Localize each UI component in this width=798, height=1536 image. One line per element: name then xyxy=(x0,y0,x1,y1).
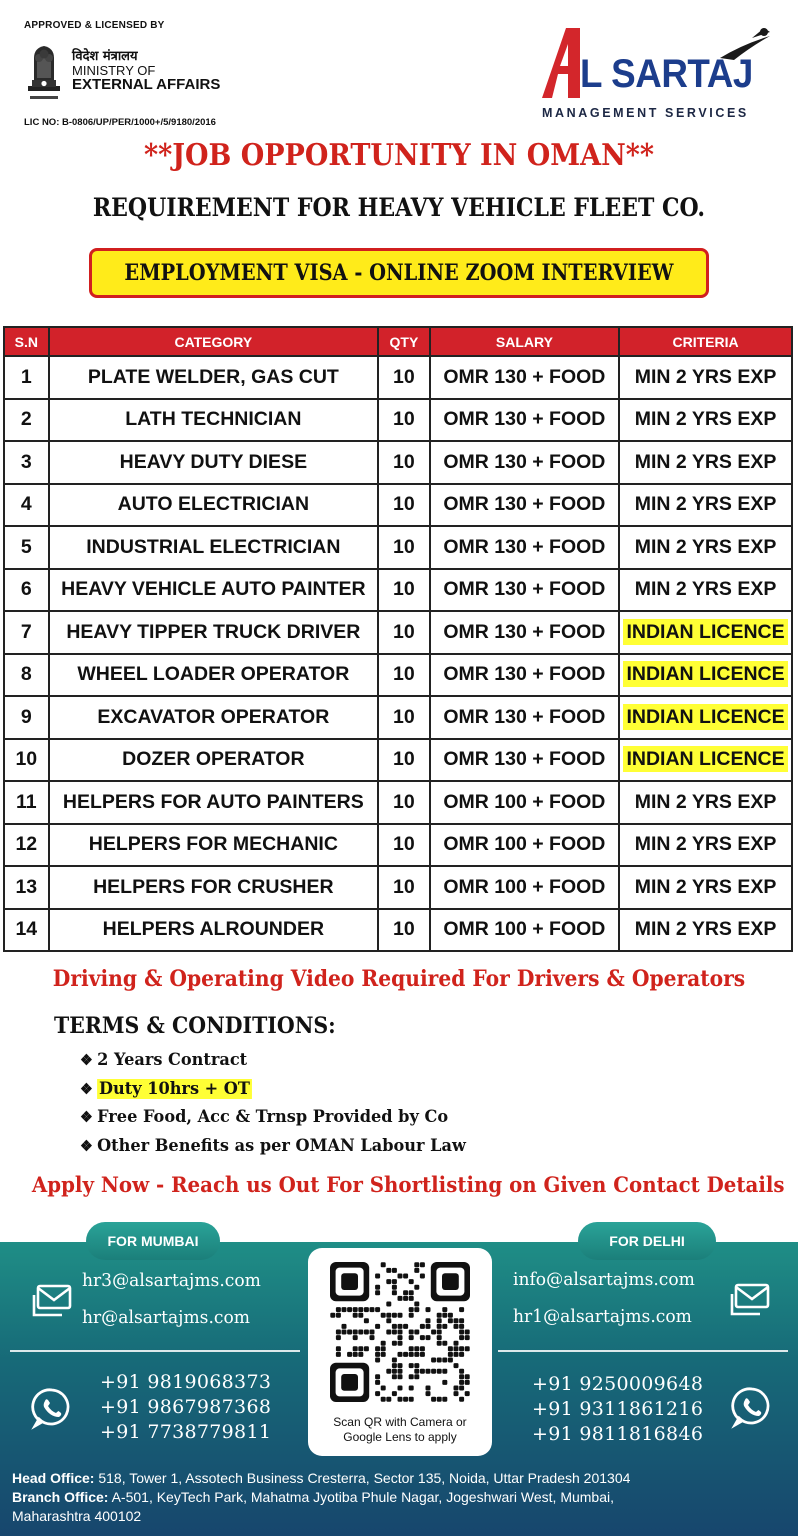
cell-salary: OMR 130 + FOOD xyxy=(430,356,619,399)
cell-sn: 14 xyxy=(4,909,49,952)
delhi-phone-2[interactable]: +91 9311861216 xyxy=(532,1398,704,1420)
terms-item-text: Free Food, Acc & Trnsp Provided by Co xyxy=(97,1107,449,1127)
mumbai-phone-1[interactable]: +91 9819068373 xyxy=(100,1371,272,1393)
qr-code[interactable] xyxy=(330,1262,470,1402)
video-requirement-note: Driving & Operating Video Required For Drivers & Operators xyxy=(52,966,746,992)
cell-criteria: MIN 2 YRS EXP xyxy=(619,399,792,442)
ministry-line2: EXTERNAL AFFAIRS xyxy=(72,76,221,94)
cell-salary: OMR 130 + FOOD xyxy=(430,739,619,782)
cell-qty: 10 xyxy=(378,356,430,399)
bullet-icon: ❖ xyxy=(80,1136,93,1155)
cell-sn: 1 xyxy=(4,356,49,399)
cell-sn: 13 xyxy=(4,866,49,909)
mail-icon xyxy=(32,1283,74,1324)
delhi-email-1[interactable]: info@alsartajms.com xyxy=(513,1269,695,1290)
whatsapp-icon xyxy=(30,1386,74,1435)
cell-category: HELPERS ALROUNDER xyxy=(49,909,379,952)
state-emblem-icon xyxy=(22,40,66,106)
cell-criteria xyxy=(619,611,792,654)
headline: **JOB OPPORTUNITY IN OMAN** xyxy=(143,138,655,173)
cell-sn: 6 xyxy=(4,569,49,612)
requirement-title: REQUIREMENT FOR HEAVY VEHICLE FLEET CO. xyxy=(92,193,706,222)
table-row xyxy=(4,399,792,442)
header-qty: QTY xyxy=(378,327,430,356)
terms-item-text: Duty 10hrs + OT xyxy=(99,1078,250,1099)
approved-by-label: APPROVED & LICENSED BY xyxy=(24,20,165,31)
mumbai-phone-2[interactable]: +91 9867987368 xyxy=(100,1396,272,1418)
cell-sn: 12 xyxy=(4,824,49,867)
mumbai-phone-3[interactable]: +91 7738779811 xyxy=(100,1421,272,1443)
cell-criteria xyxy=(619,696,792,739)
cell-criteria: MIN 2 YRS EXP xyxy=(619,781,792,824)
cell-category: WHEEL LOADER OPERATOR xyxy=(49,654,379,697)
cell-qty: 10 xyxy=(378,696,430,739)
mail-icon xyxy=(730,1282,772,1323)
cell-qty: 10 xyxy=(378,399,430,442)
table-header-row xyxy=(4,327,792,356)
cell-salary: OMR 130 + FOOD xyxy=(430,611,619,654)
qr-caption-line2: Google Lens to apply xyxy=(343,1430,457,1444)
qr-caption xyxy=(308,1415,492,1445)
cell-qty: 10 xyxy=(378,526,430,569)
cell-sn: 11 xyxy=(4,781,49,824)
table-row xyxy=(4,696,792,739)
qr-caption-line1: Scan QR with Camera or xyxy=(333,1415,467,1429)
delhi-email-2[interactable]: hr1@alsartajms.com xyxy=(513,1306,692,1327)
mumbai-label: FOR MUMBAI xyxy=(86,1222,220,1260)
branch-office-address: A-501, KeyTech Park, Mahatma Jyotiba Phule Nagar, Jogeshwari West, Mumbai, xyxy=(108,1489,615,1505)
ministry-block xyxy=(72,50,220,93)
branch-office-label: Branch Office: xyxy=(12,1489,109,1505)
terms-item xyxy=(80,1103,466,1132)
terms-item xyxy=(80,1046,466,1075)
criteria-highlight: INDIAN LICENCE xyxy=(623,746,787,772)
delhi-divider xyxy=(498,1350,788,1352)
cell-salary: OMR 100 + FOOD xyxy=(430,866,619,909)
header-salary: SALARY xyxy=(430,327,619,356)
cell-salary: OMR 130 + FOOD xyxy=(430,696,619,739)
cell-criteria: MIN 2 YRS EXP xyxy=(619,356,792,399)
visa-banner-text: EMPLOYMENT VISA - ONLINE ZOOM INTERVIEW xyxy=(124,260,674,286)
terms-item-text: 2 Years Contract xyxy=(97,1050,248,1070)
cell-qty: 10 xyxy=(378,484,430,527)
al-sartaj-logo xyxy=(538,24,778,126)
mumbai-email-1[interactable]: hr3@alsartajms.com xyxy=(82,1270,261,1291)
cell-qty: 10 xyxy=(378,781,430,824)
delhi-phone-3[interactable]: +91 9811816846 xyxy=(532,1423,704,1445)
cell-qty: 10 xyxy=(378,611,430,654)
cell-category: INDUSTRIAL ELECTRICIAN xyxy=(49,526,379,569)
cell-criteria: MIN 2 YRS EXP xyxy=(619,441,792,484)
cell-sn: 7 xyxy=(4,611,49,654)
mumbai-email-2[interactable]: hr@alsartajms.com xyxy=(82,1307,250,1328)
cell-salary: OMR 130 + FOOD xyxy=(430,654,619,697)
cell-category: HELPERS FOR MECHANIC xyxy=(49,824,379,867)
cell-sn: 3 xyxy=(4,441,49,484)
visa-banner xyxy=(89,248,709,298)
cell-category: HEAVY TIPPER TRUCK DRIVER xyxy=(49,611,379,654)
cell-salary: OMR 100 + FOOD xyxy=(430,781,619,824)
criteria-highlight: INDIAN LICENCE xyxy=(623,661,787,687)
cell-sn: 4 xyxy=(4,484,49,527)
cell-salary: OMR 130 + FOOD xyxy=(430,399,619,442)
mumbai-divider xyxy=(10,1350,300,1352)
cell-salary: OMR 130 + FOOD xyxy=(430,484,619,527)
cell-category: HEAVY DUTY DIESE xyxy=(49,441,379,484)
criteria-highlight: INDIAN LICENCE xyxy=(623,619,787,645)
cell-criteria xyxy=(619,654,792,697)
cell-sn: 2 xyxy=(4,399,49,442)
cell-criteria xyxy=(619,739,792,782)
cell-category: HEAVY VEHICLE AUTO PAINTER xyxy=(49,569,379,612)
cell-qty: 10 xyxy=(378,441,430,484)
branch-office xyxy=(12,1488,614,1507)
cell-qty: 10 xyxy=(378,824,430,867)
cell-criteria: MIN 2 YRS EXP xyxy=(619,866,792,909)
cell-category: AUTO ELECTRICIAN xyxy=(49,484,379,527)
cell-sn: 5 xyxy=(4,526,49,569)
cell-category: EXCAVATOR OPERATOR xyxy=(49,696,379,739)
cell-category: HELPERS FOR CRUSHER xyxy=(49,866,379,909)
head-office xyxy=(12,1469,630,1488)
cell-salary: OMR 130 + FOOD xyxy=(430,569,619,612)
terms-list xyxy=(80,1046,486,1160)
qr-card[interactable] xyxy=(308,1248,492,1456)
table-row xyxy=(4,739,792,782)
cell-category: DOZER OPERATOR xyxy=(49,739,379,782)
cell-criteria: MIN 2 YRS EXP xyxy=(619,526,792,569)
cell-qty: 10 xyxy=(378,866,430,909)
cell-qty: 10 xyxy=(378,909,430,952)
cell-salary: OMR 130 + FOOD xyxy=(430,526,619,569)
table-row xyxy=(4,484,792,527)
table-row xyxy=(4,569,792,612)
header-category: CATEGORY xyxy=(49,327,379,356)
cell-sn: 10 xyxy=(4,739,49,782)
job-table xyxy=(3,326,793,952)
delhi-phone-1[interactable]: +91 9250009648 xyxy=(532,1373,704,1395)
cell-criteria: MIN 2 YRS EXP xyxy=(619,484,792,527)
logo-subtitle: MANAGEMENT SERVICES xyxy=(542,106,749,120)
bullet-icon: ❖ xyxy=(80,1051,93,1069)
header-criteria: CRITERIA xyxy=(619,327,792,356)
cell-criteria: MIN 2 YRS EXP xyxy=(619,909,792,952)
cell-criteria: MIN 2 YRS EXP xyxy=(619,824,792,867)
cell-salary: OMR 100 + FOOD xyxy=(430,909,619,952)
table-row xyxy=(4,781,792,824)
criteria-highlight: INDIAN LICENCE xyxy=(623,704,787,730)
job-table-body xyxy=(4,356,792,951)
terms-item xyxy=(80,1075,466,1104)
logo-brand-text: L SARTAJ xyxy=(580,52,753,96)
cell-qty: 10 xyxy=(378,569,430,612)
cell-sn: 8 xyxy=(4,654,49,697)
cell-sn: 9 xyxy=(4,696,49,739)
delhi-label: FOR DELHI xyxy=(578,1222,716,1260)
table-row xyxy=(4,909,792,952)
bullet-icon: ❖ xyxy=(80,1079,93,1098)
table-row xyxy=(4,824,792,867)
apply-note: Apply Now - Reach us Out For Shortlisting on Given Contact Details xyxy=(31,1173,785,1198)
ministry-hindi: विदेश मंत्रालय xyxy=(72,49,138,64)
cell-salary: OMR 130 + FOOD xyxy=(430,441,619,484)
cell-qty: 10 xyxy=(378,739,430,782)
cell-category: HELPERS FOR AUTO PAINTERS xyxy=(49,781,379,824)
terms-item-text: Other Benefits as per OMAN Labour Law xyxy=(97,1135,466,1156)
ministry-line1: MINISTRY OF xyxy=(72,62,156,78)
table-row xyxy=(4,611,792,654)
cell-qty: 10 xyxy=(378,654,430,697)
table-row xyxy=(4,441,792,484)
header-sn: S.N xyxy=(4,327,49,356)
terms-title: TERMS & CONDITIONS: xyxy=(54,1013,336,1039)
cell-salary: OMR 100 + FOOD xyxy=(430,824,619,867)
license-number: LIC NO: B-0806/UP/PER/1000+/5/9180/2016 xyxy=(24,117,216,128)
table-row xyxy=(4,526,792,569)
head-office-address: 518, Tower 1, Assotech Business Cresterra, Sector 135, Noida, Uttar Pradesh 201304 xyxy=(94,1470,631,1486)
whatsapp-icon xyxy=(730,1385,774,1434)
branch-office-line2: Maharashtra 400102 xyxy=(12,1508,142,1524)
terms-item xyxy=(80,1132,466,1161)
cell-criteria: MIN 2 YRS EXP xyxy=(619,569,792,612)
table-row xyxy=(4,356,792,399)
cell-category: LATH TECHNICIAN xyxy=(49,399,379,442)
table-row xyxy=(4,654,792,697)
head-office-label: Head Office: xyxy=(12,1470,95,1486)
cell-category: PLATE WELDER, GAS CUT xyxy=(49,356,379,399)
bullet-icon: ❖ xyxy=(80,1108,93,1126)
table-row xyxy=(4,866,792,909)
